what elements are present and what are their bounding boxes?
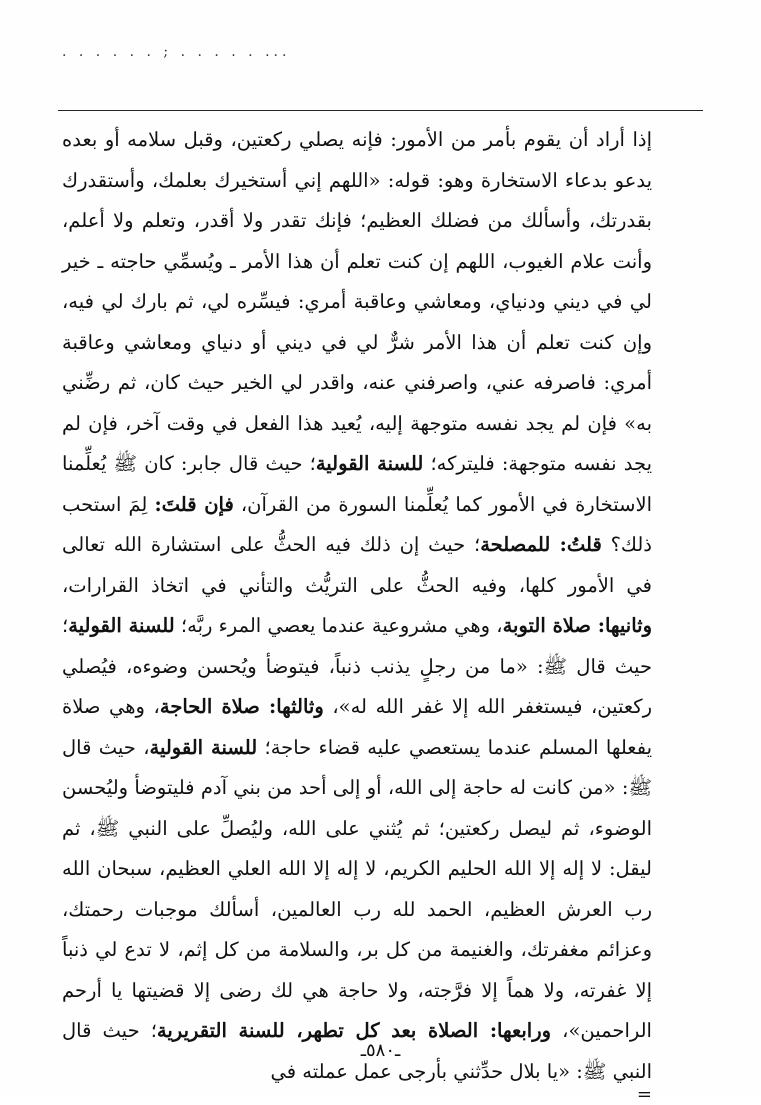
header-divider [58, 110, 703, 111]
text-segment: ؛ حيث قال ﷺ: «ما من رجلٍ يذنب ذنباً، فيتوضأ ويُحسن وضوءه، فيُصلي ركعتين، فيستغفر الله إلا غفر الله له»، [62, 614, 652, 718]
bold-phrase: وثانيها: صلاة التوبة [502, 614, 652, 637]
bold-phrase: للسنة القولية [149, 735, 258, 759]
text-segment: ، وهي صلاة يفعلها المسلم عندما يستعصي عليه قضاء حاجة؛ [62, 695, 652, 759]
text-segment: لِمَ استحب ذلك؟ [62, 492, 652, 556]
bold-phrase: قلتُ: للمصلحة [480, 533, 602, 556]
text-segment: ، حيث قال ﷺ: «من كانت له حاجة إلى الله، أو إلى أحد من بني آدم فليتوضأ وليُحسن الوضوء، ثم ليصل ركعتين؛ ثم يُثني على الله، وليُصلِّ على النبي ﷺ، ثم ليقل: لا إله إلا الله الحليم الكريم، لا إله إلا الله العلي العظيم، سبحان الله رب العرش العظيم، الحمد لله رب العالمين، أسألك موجبات رحمتك، وعزائم مغفرتك، والغنيمة من كل بر، والسلامة من كل إثم، لا تدع لي ذنباً إلا غفرته، ولا هماً إلا فرَّجته، ولا حاجة هي لك رضى إلا قضيتها يا أرحم الراحمين»، [62, 735, 652, 1042]
bold-phrase: ورابعها: الصلاة بعد كل تطهر، للسنة التقريرية [156, 1019, 552, 1042]
bold-phrase: للسنة القولية [68, 614, 175, 637]
text-segment: ؛ حيث قال جابر: كان ﷺ يُعلِّمنا الاستخارة في الأمور كما يُعلِّمنا السورة من القرآن، [62, 452, 652, 516]
text-segment: ؛ حيث إن ذلك فيه الحثُّ على استشارة الله تعالى في الأمور كلها، وفيه الحثُّ على التريُّث والتأني في اتخاذ القرارات، [62, 533, 652, 597]
page-number: ـ٥٨٠ـ [360, 1040, 401, 1061]
body-paragraph [62, 120, 652, 1092]
text-segment: ، وهي مشروعية عندما يعصي المرء ربَّه؛ [174, 614, 503, 637]
text-segment: ؛ حيث قال النبي ﷺ: «يا بلال حدِّثني بأرجى عمل عملته في [62, 1019, 652, 1083]
bold-phrase: فإن قلتَ: [154, 492, 234, 516]
bold-phrase: وثالثها: صلاة الحاجة [159, 695, 324, 718]
continuation-mark: = [636, 1084, 652, 1105]
bold-phrase: للسنة القولية [315, 452, 424, 475]
text-segment: إذا أراد أن يقوم بأمر من الأمور: فإنه يصلي ركعتين، وقبل سلامه أو بعده يدعو بدعاء الاستخارة وهو: قوله: «اللهم إني أستخيرك بعلمك، وأستقدرك بقدرتك، وأسألك من فضلك العظيم؛ فإنك تقدر ولا أقدر، وتعلم ولا أعلم، وأنت علام الغيوب، اللهم إن كنت تعلم أن هذا الأمر ـ ويُسمِّي حاجته ـ خير لي في ديني ودنياي، ومعاشي وعاقبة أمري: فيسِّره لي، ثم بارك لي فيه، وإن كنت تعلم أن هذا الأمر شرٌّ لي في ديني أو دنياي ومعاشي وعاقبة أمري: فاصرفه عني، واصرفني عنه، واقدر لي الخير حيث كان، ثم رضِّني به» فإن لم يجد نفسه متوجهة إليه، يُعيد هذا الفعل في وقت آخر، فإن لم يجد نفسه متوجهة: فليتركه؛ [62, 128, 652, 475]
running-header-dots: . . . . . . ; . . . . . ... [62, 44, 291, 60]
